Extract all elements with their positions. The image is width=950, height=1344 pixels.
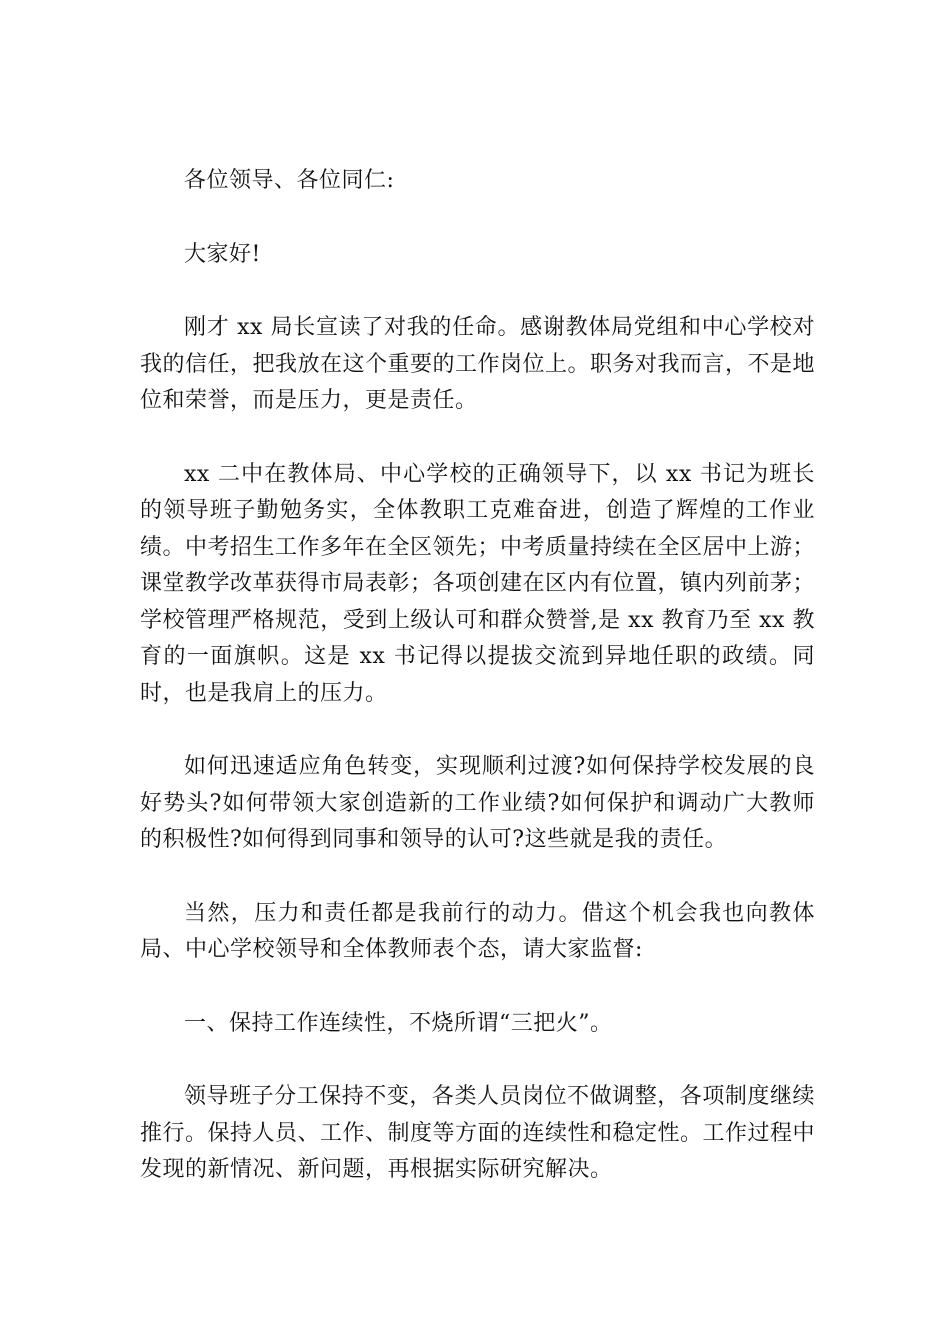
paragraph-school-achievements: xx 二中在教体局、中心学校的正确领导下，以 xx 书记为班长的领导班子勤勉务实，全体教职工克难奋进，创造了辉煌的工作业绩。中考招生工作多年在全区领先；中考质量持续在全区居中上游；课堂教学改革获得市局表彰；各项创建在区内有位置，镇内列前茅；学校管理严格规范，受到上级认可和群众赞誉,是 xx 教育乃至 xx 教育的一面旗帜。这是 xx 书记得以提拔交流到异地任职的政绩。同时，也是我肩上的压力。 [140,461,816,706]
paragraph-continuity-detail: 领导班子分工保持不变，各类人员岗位不做调整，各项制度继续推行。保持人员、工作、制度等方面的连续性和稳定性。工作过程中发现的新情况、新问题，再根据实际研究解决。 [140,1084,816,1182]
salutation: 各位领导、各位同仁: [184,168,395,193]
document-body [140,163,815,1226]
section-heading-continuity: 一、保持工作连续性，不烧所谓“三把火”。 [184,1010,613,1036]
greeting: 大家好! [184,241,261,267]
paragraph-appointment: 刚才 xx 局长宣读了对我的任命。感谢教体局党组和中心学校对我的信任，把我放在这个重要的工作岗位上。职务对我而言，不是地位和荣誉，而是压力，更是责任。 [140,315,816,413]
paragraph-pledge-intro: 当然，压力和责任都是我前行的动力。借这个机会我也向教体局、中心学校领导和全体教师表个态，请大家监督: [140,900,815,962]
paragraph-responsibility-questions: 如何迅速适应角色转变，实现顺利过渡?如何保持学校发展的良好势头?如何带领大家创造新的工作业绩?如何保护和调动广大教师的积极性?如何得到同事和领导的认可?这些就是我的责任。 [140,754,815,852]
